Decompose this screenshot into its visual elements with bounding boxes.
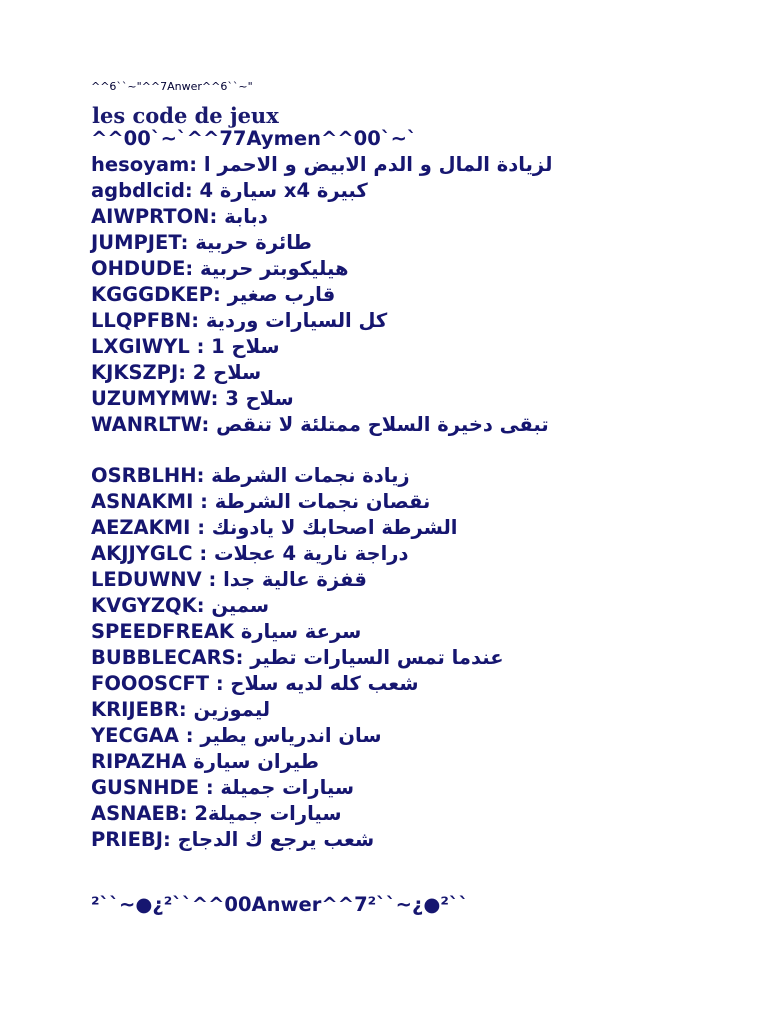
cheat-line: ASNAKMI : نقصان نجمات الشرطة	[91, 490, 431, 513]
cheat-line: KRIJEBR: ليموزين	[91, 698, 271, 721]
cheat-line: KJKSZPJ: 2 سلاح	[91, 361, 262, 384]
cheat-line: BUBBLECARS: عندما تمس السيارات تطير	[91, 646, 504, 669]
cheat-line: AKJJYGLC : دراجة نارية 4 عجلات	[91, 542, 409, 565]
footer-signature: ²``~●¿²``^^00Anwer^^7²``~¿●²``	[91, 893, 469, 916]
cheat-line: ASNAEB: سيارات جميلة2	[91, 802, 342, 825]
cheat-line: OHDUDE: هيليكوبتر حربية	[91, 257, 349, 280]
cheat-line: LEDUWNV : قفزة عالية جدا	[91, 568, 367, 591]
cheat-line: AEZAKMI : الشرطة اصحابك لا يادونك	[91, 516, 458, 539]
cheat-line: FOOOSCFT : شعب كله لديه سلاح	[91, 672, 419, 695]
cheat-line: hesoyam: لزيادة المال و الدم الابيض و الاحمر ا	[91, 153, 553, 176]
cheat-line: LLQPFBN: كل السيارات وردية	[91, 309, 388, 332]
page-title: les code de jeux	[92, 103, 279, 128]
cheat-line: OSRBLHH: زيادة نجمات الشرطة	[91, 464, 410, 487]
cheat-line: JUMPJET: طائرة حربية	[91, 231, 312, 254]
cheat-line: SPEEDFREAK سرعة سيارة	[91, 620, 362, 643]
cheat-line: UZUMYMW: 3 سلاح	[91, 387, 294, 410]
cheat-line: PRIEBJ: شعب يرجع ك الدجاج	[91, 828, 375, 851]
header-tag: ^^6``~"^^7Anwer^^6``~"	[91, 80, 253, 93]
cheat-line: WANRLTW: تبقى دخيرة السلاح ممتلئة لا تنقص	[91, 413, 549, 436]
cheat-line: GUSNHDE : سيارات جميلة	[91, 776, 355, 799]
author-line: ^^00`~`^^77Aymen^^00`~`	[91, 127, 417, 150]
cheat-line: AIWPRTON: دبابة	[91, 205, 268, 228]
cheat-line: RIPAZHA طيران سيارة	[91, 750, 319, 773]
cheat-line: agbdlcid: 4 سيارة x4 كبيرة	[91, 179, 368, 202]
cheat-line: KVGYZQK: سمين	[91, 594, 270, 617]
cheat-line: LXGIWYL : 1 سلاح	[91, 335, 280, 358]
cheat-line: KGGGDKEP: قارب صغير	[91, 283, 336, 306]
cheat-line: YECGAA : سان اندرياس يطير	[91, 724, 382, 747]
